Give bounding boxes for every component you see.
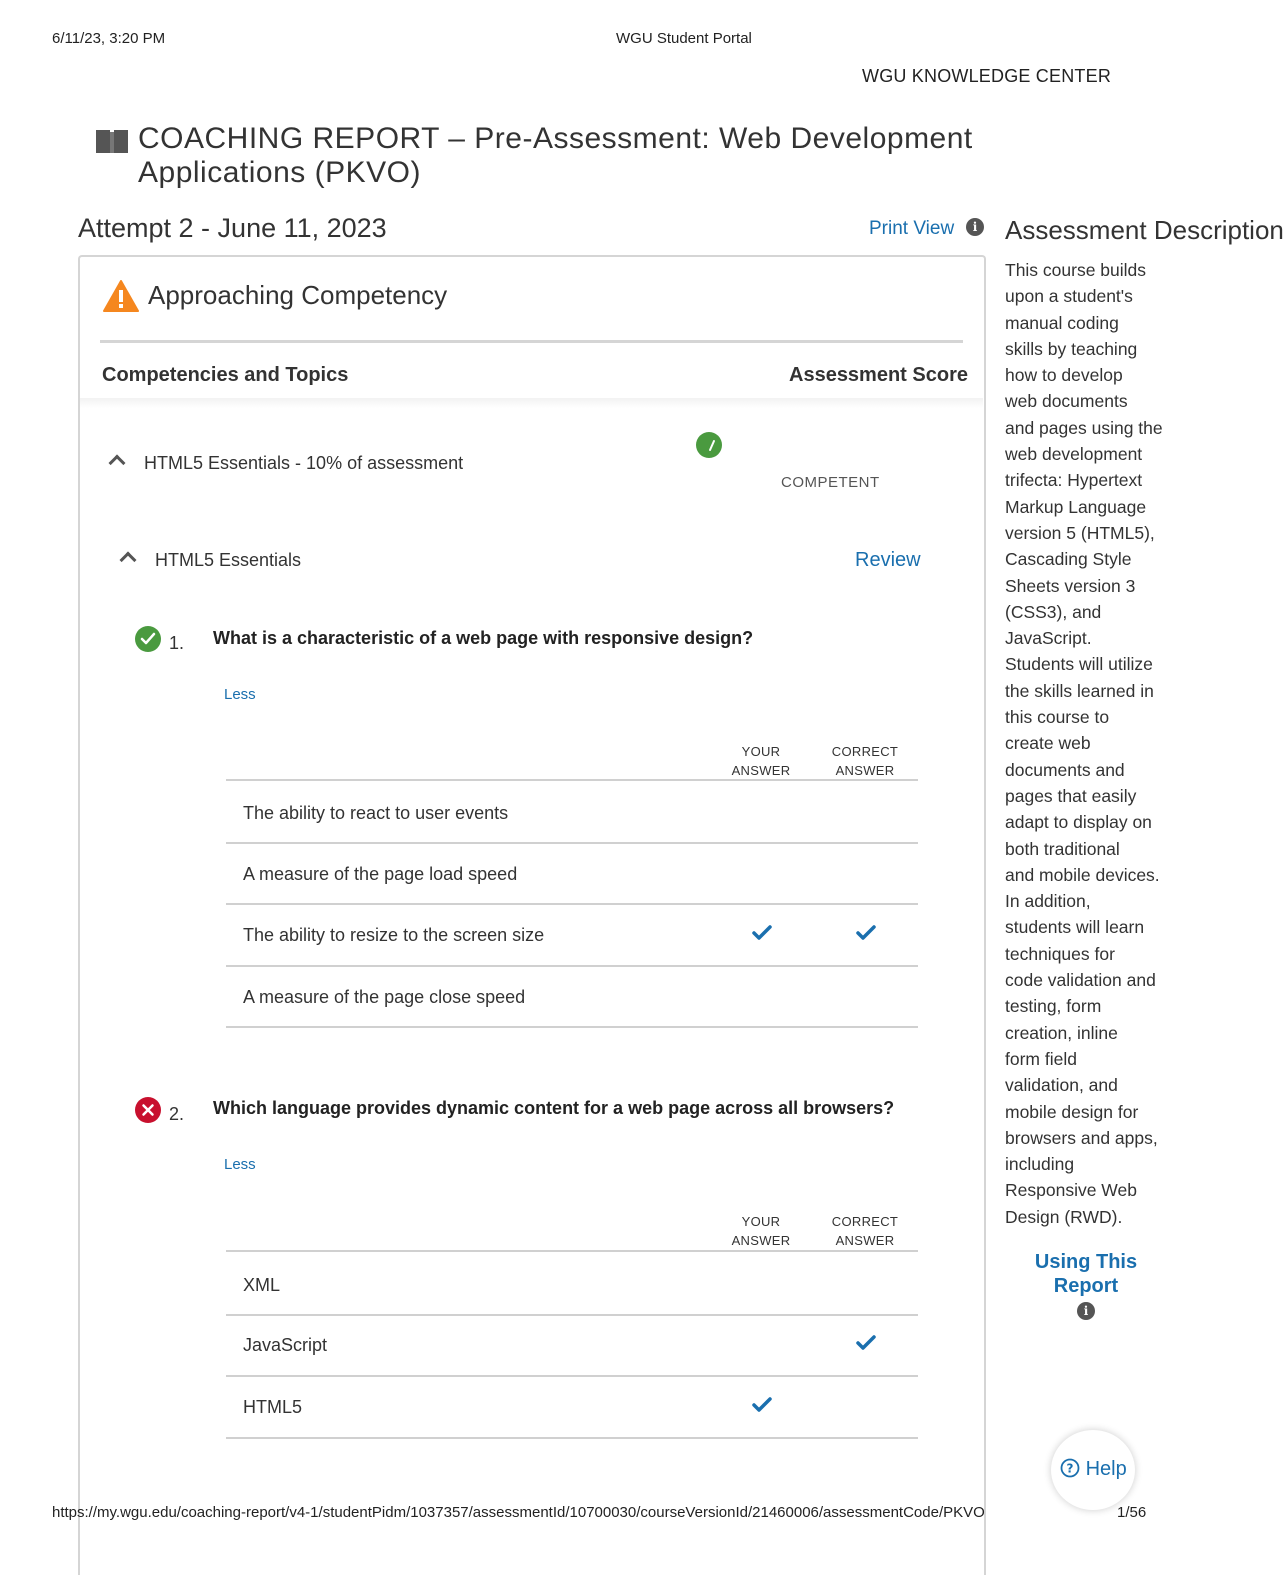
description-line: web development	[1005, 444, 1143, 465]
table-divider	[226, 842, 918, 844]
description-line: including	[1005, 1154, 1075, 1175]
description-line: Design (RWD).	[1005, 1206, 1123, 1227]
description-line: Sheets version 3	[1005, 575, 1136, 596]
description-line: browsers and apps,	[1005, 1127, 1158, 1148]
description-line: documents and	[1005, 759, 1125, 780]
print-view-link[interactable]: Print View	[869, 218, 955, 239]
correct-answer-header: CORRECT ANSWER	[831, 1214, 899, 1248]
description-line: and pages using the	[1005, 417, 1163, 438]
description-line: code validation and	[1005, 970, 1156, 991]
topic-label[interactable]: HTML5 Essentials	[155, 550, 302, 570]
description-line: testing, form	[1005, 996, 1102, 1017]
table-divider	[226, 1026, 918, 1028]
question-circle-icon	[1060, 1458, 1080, 1478]
description-line: Responsive Web	[1005, 1180, 1137, 1201]
answer-option: XML	[243, 1275, 281, 1295]
description-line: manual coding	[1005, 312, 1119, 333]
footer-url: https://my.wgu.edu/coaching-report/v4-1/studentPidm/1037357/assessmentId/10700030/courseVersionId/21460006/assessmentCode/PKVO	[52, 1504, 985, 1521]
less-link[interactable]: Less	[224, 686, 256, 703]
warning-icon	[103, 280, 139, 312]
description-line: pages that easily	[1005, 785, 1137, 806]
description-line: creation, inline	[1005, 1022, 1118, 1043]
review-link[interactable]: Review	[855, 549, 921, 571]
description-line: students will learn	[1005, 917, 1145, 938]
info-icon[interactable]: i	[966, 218, 984, 236]
correct-answer-check-icon	[856, 1335, 876, 1351]
description-line: Markup Language	[1005, 496, 1147, 517]
table-divider	[226, 903, 918, 905]
question-text: Which language provides dynamic content for a web page across all browsers?	[213, 1098, 895, 1118]
svg-text:?: ?	[1066, 1461, 1074, 1476]
answer-option: A measure of the page close speed	[243, 987, 526, 1007]
description-line: (CSS3), and	[1005, 601, 1102, 622]
score-column-header: Assessment Score	[789, 364, 968, 386]
book-icon	[95, 128, 129, 154]
footer-page-number: 1/56	[1117, 1504, 1147, 1521]
answer-option: The ability to resize to the screen size	[243, 925, 545, 945]
table-divider	[226, 1314, 918, 1316]
knowledge-center-link[interactable]: WGU KNOWLEDGE CENTER	[862, 66, 1112, 86]
incorrect-icon	[135, 1097, 161, 1123]
description-line: both traditional	[1005, 838, 1120, 859]
info-icon[interactable]: i	[1077, 1302, 1095, 1320]
description-line: This course builds	[1005, 260, 1147, 280]
table-divider	[226, 779, 918, 781]
competencies-column-header: Competencies and Topics	[102, 364, 349, 386]
table-divider	[226, 1250, 918, 1252]
description-line: the skills learned in	[1005, 680, 1154, 701]
print-datetime: 6/11/23, 3:20 PM	[52, 30, 166, 47]
description-line: techniques for	[1005, 943, 1115, 964]
description-line: Cascading Style	[1005, 549, 1132, 570]
question-number: 2.	[169, 1104, 185, 1124]
answer-option: The ability to react to user events	[243, 803, 509, 823]
description-line: Students will utilize	[1005, 654, 1153, 675]
competency-result: COMPETENT	[781, 474, 880, 491]
attempt-heading: Attempt 2 - June 11, 2023	[78, 213, 387, 243]
your-answer-header: YOUR ANSWER	[731, 744, 791, 778]
question-number: 1.	[169, 633, 185, 653]
description-line: skills by teaching	[1005, 338, 1138, 359]
status-heading: Approaching Competency	[148, 280, 448, 310]
description-line: create web	[1005, 733, 1091, 754]
using-this-report-link[interactable]: Using This Report	[1034, 1251, 1138, 1297]
table-divider	[226, 1375, 918, 1377]
check-circle-icon	[696, 432, 722, 458]
description-line: adapt to display on	[1005, 812, 1152, 833]
correct-answer-check-icon	[856, 925, 876, 941]
description-line: validation, and	[1005, 1075, 1118, 1096]
description-line: In addition,	[1005, 891, 1091, 912]
divider	[100, 340, 963, 343]
description-line: trifecta: Hypertext	[1005, 470, 1143, 491]
description-line: this course to	[1005, 707, 1110, 728]
your-answer-check-icon	[752, 1397, 772, 1413]
print-page-title: WGU Student Portal	[616, 30, 752, 47]
help-label[interactable]: ? Help	[1060, 1458, 1127, 1481]
correct-answer-header: CORRECT ANSWER	[831, 744, 899, 778]
answer-option: JavaScript	[243, 1335, 328, 1355]
competency-label[interactable]: HTML5 Essentials - 10% of assessment	[144, 453, 464, 473]
page-title: COACHING REPORT – Pre-Assessment: Web Development Applications (PKVO)	[138, 122, 973, 189]
table-divider	[226, 1437, 918, 1439]
description-line: upon a student's	[1005, 286, 1133, 307]
description-line: and mobile devices.	[1005, 864, 1160, 885]
correct-icon	[135, 626, 161, 652]
answer-option: A measure of the page load speed	[243, 864, 518, 884]
description-line: JavaScript.	[1005, 628, 1092, 649]
table-divider	[226, 965, 918, 967]
description-line: mobile design for	[1005, 1101, 1139, 1122]
header-shadow	[80, 398, 983, 408]
question-text: What is a characteristic of a web page with responsive design?	[213, 628, 754, 648]
assessment-description-text	[1005, 257, 1163, 1230]
assessment-description-heading: Assessment Description	[1005, 215, 1284, 245]
description-line: web documents	[1005, 391, 1128, 412]
description-line: form field	[1005, 1048, 1077, 1069]
your-answer-check-icon	[752, 925, 772, 941]
less-link[interactable]: Less	[224, 1156, 256, 1173]
description-line: how to develop	[1005, 365, 1123, 386]
your-answer-header: YOUR ANSWER	[731, 1214, 791, 1248]
description-line: version 5 (HTML5),	[1005, 522, 1155, 543]
answer-option: HTML5	[243, 1397, 303, 1417]
